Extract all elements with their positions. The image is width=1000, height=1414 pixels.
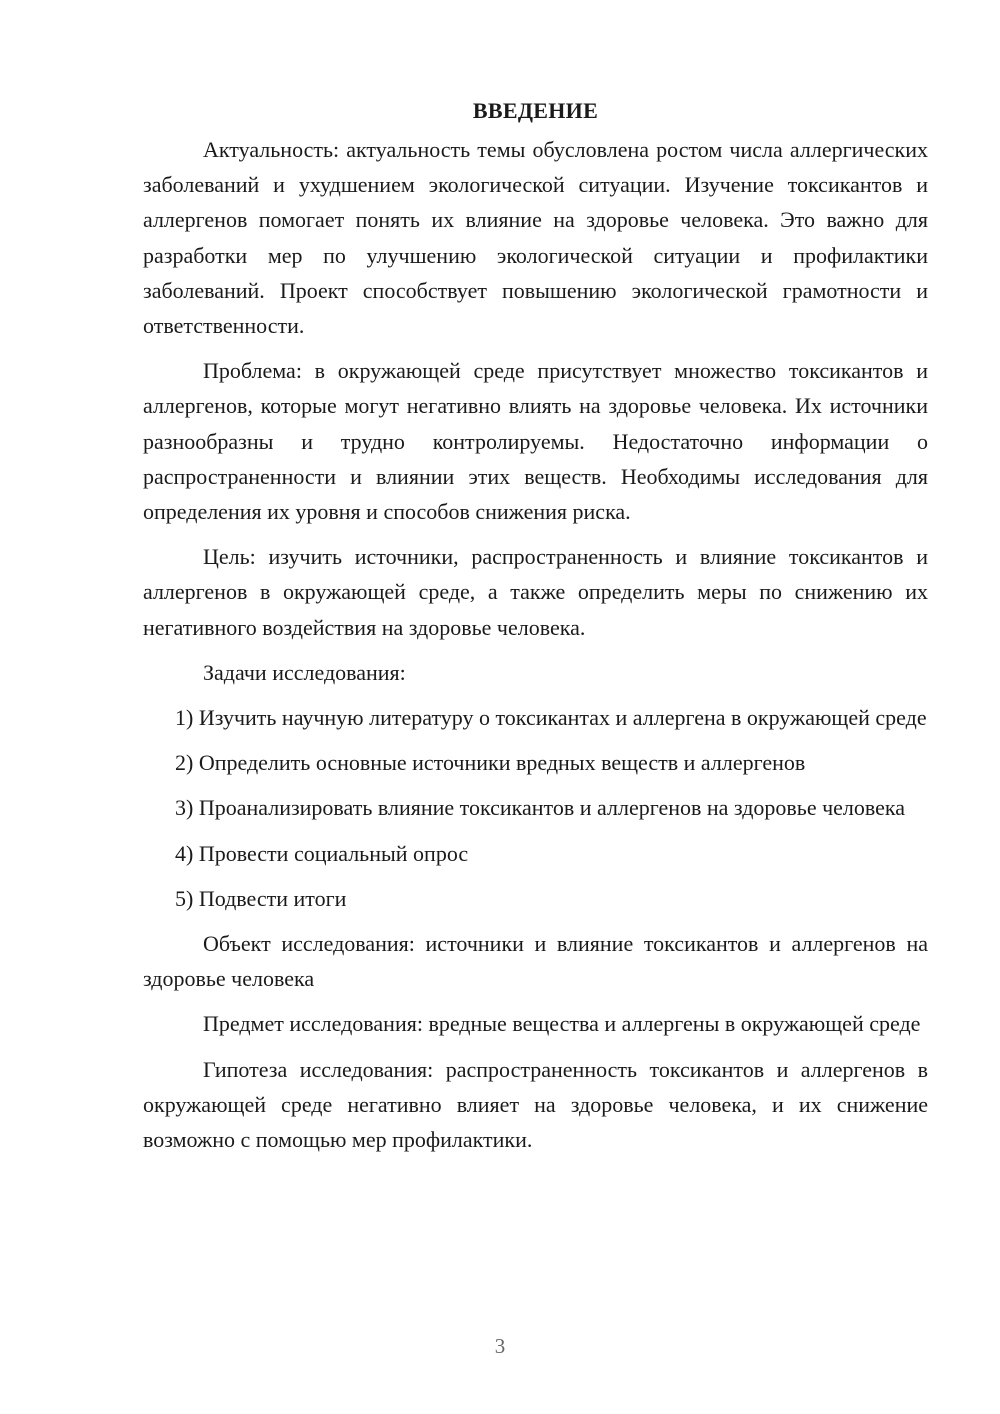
task-item-3: 3) Проанализировать влияние токсикантов и аллергенов на здоровье человека — [175, 795, 906, 821]
paragraph-subject: Предмет исследования: вредные вещества и аллергены в окружающей среде — [203, 1011, 921, 1037]
paragraph-relevance: Актуальность: актуальность темы обусловлена ростом числа аллергических заболеваний и ухудшением экологической ситуации. Изучение токсикантов и аллергенов помогает понять их влияние на здоровье человека. Это важно для разработки мер по улучшению экологической ситуации и профилактики заболеваний. Проект способствует повышению экологической грамотности и ответственности. — [143, 137, 928, 339]
task-item-5: 5) Подвести итоги — [175, 885, 347, 911]
tasks-heading: Задачи исследования: — [203, 659, 406, 685]
paragraph-hypothesis: Гипотеза исследования: распространенность токсикантов и аллергенов в окружающей среде негативно влияет на здоровье человека, и их снижение возможно с помощью мер профилактики. — [143, 1056, 928, 1153]
task-item-2: 2) Определить основные источники вредных веществ и аллергенов — [175, 750, 806, 776]
page-title: ВВЕДЕНИЕ — [472, 98, 599, 123]
paragraph-object: Объект исследования: источники и влияние токсикантов и аллергенов на здоровье человека — [143, 931, 928, 992]
page-number: 3 — [494, 1334, 506, 1358]
paragraph-goal: Цель: изучить источники, распространенность и влияние токсикантов и аллергенов в окружающей среде, а также определить меры по снижению их негативного воздействия на здоровье человека. — [143, 544, 928, 640]
task-item-4: 4) Провести социальный опрос — [175, 840, 469, 866]
document-page — [143, 96, 928, 1167]
task-item-1: 1) Изучить научную литературу о токсикантах и аллергена в окружающей среде — [175, 705, 927, 731]
paragraph-problem: Проблема: в окружающей среде присутствует множество токсикантов и аллергенов, которые могут негативно влиять на здоровье человека. Их источники разнообразны и трудно контролируемы. Недостаточно информации о распространенности и влиянии этих веществ. Необходимы исследования для определения их уровня и способов снижения риска. — [143, 358, 928, 525]
